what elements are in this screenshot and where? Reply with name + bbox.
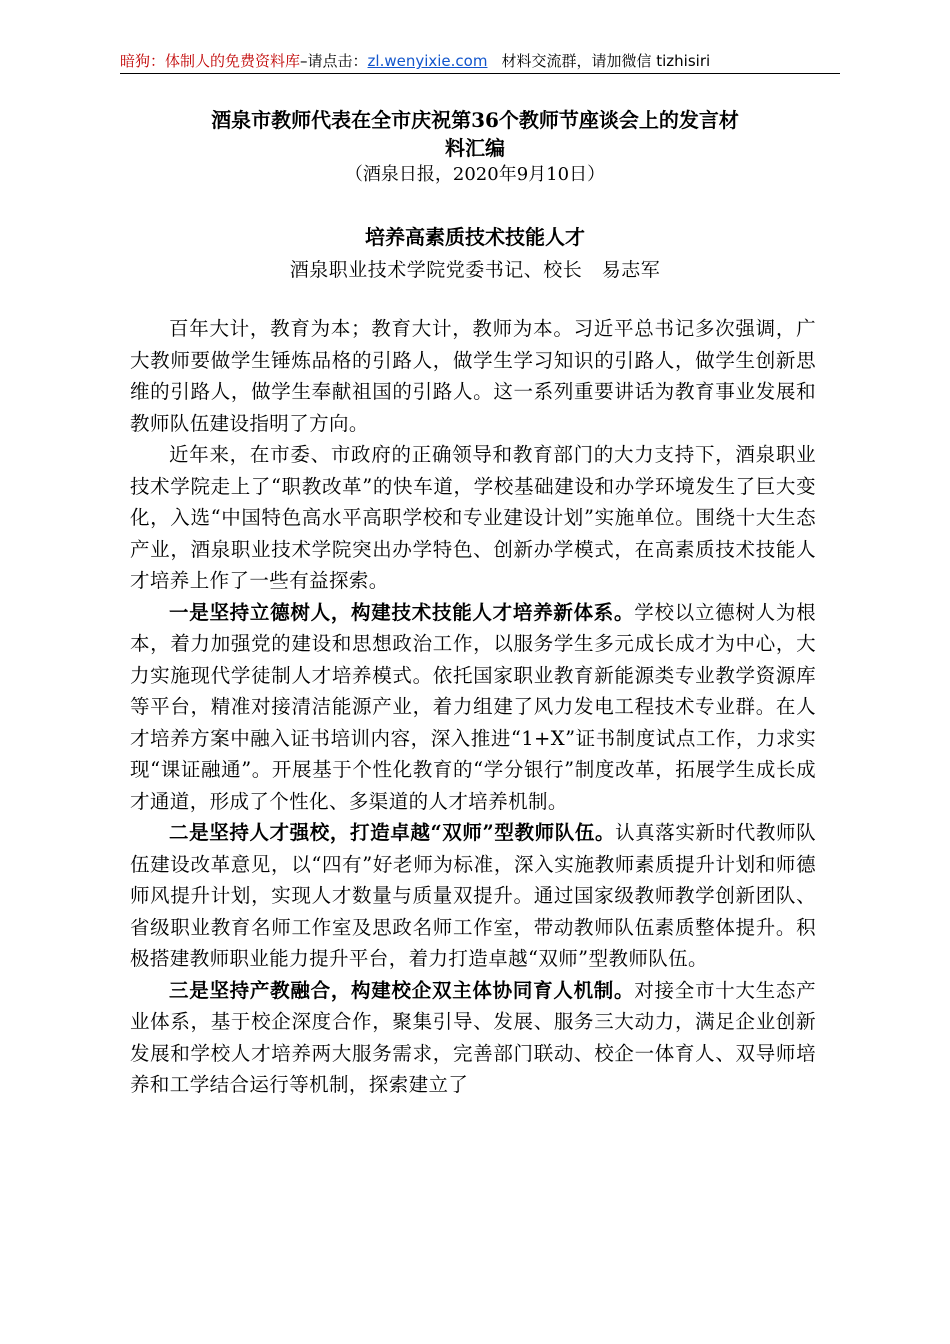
document-title	[130, 106, 820, 162]
document-title-line1: 酒泉市教师代表在全市庆祝第36个教师节座谈会上的发言材	[211, 108, 739, 132]
paragraph-5-text: 对接全市十大生态产 业体系，基于校企深度合作，聚集引导、发展、服务三大动力，满足企业创新发展和学校人才培养两大服务需求，完善部门联动、校企一体育人、双导师培养和工学结合运行等机制，探索建立了	[130, 978, 836, 1096]
paragraph-4	[130, 817, 816, 975]
document-source: （酒泉日报，2020年9月10日）	[344, 164, 606, 185]
paragraph-5-lead: 三是坚持产教融合，构建校企双主体协同育人机制。	[169, 978, 635, 1002]
header-note: 材料交流群，请加微信 tizhisiri	[501, 52, 711, 70]
paragraph-4-text: 认真落实新时代教师队伍建设改革意见，以“四有”好老师为标准，深入实施教师素质提升计划和师德师风提升计划，实现人才数量与质量双提升。通过国家级教师教学创新团队、省级职业教育名师工作室及思政名师工作室，带动教师队伍素质整体提升。积极搭建教师职业能力提升平台，着力打造卓越“双师”型教师队伍。	[130, 821, 816, 970]
header-brand: 暗狗：体制人的免费资料库	[120, 52, 301, 70]
header-divider	[120, 73, 840, 74]
article-body	[130, 313, 836, 1101]
header-prompt: –请点击：	[300, 52, 368, 70]
paragraph-4-lead: 二是坚持人才强校，打造卓越“双师”型教师队伍。	[169, 821, 616, 844]
section-title: 培养高素质技术技能人才	[365, 225, 585, 249]
paragraph-1: 百年大计，教育为本；教育大计，教师为本。习近平总书记多次强调，广大教师要做学生锤炼品格的引路人，做学生学习知识的引路人，做学生创新思维的引路人，做学生奉献祖国的引路人。这一系列重要讲话为教育事业发展和教师队伍建设指明了方向。	[130, 317, 816, 435]
paragraph-3-text: 学校以立德树人为根 本，着力加强党的建设和思想政治工作，以服务学生多元成长成才为中心，大力实施现代学徒制人才培养模式。依托国家职业教育新能源类专业教学资源库等平台，精准对接清洁能源产业，着力组建了风力发电工程技术专业群。在人才培养方案中融入证书培训内容，深入推进“1+X”证书制度试点工作，力求实现“课证融通”。开展基于个性化教育的“学分银行”制度改革，拓展学生成长成才通道，形成了个性化、多渠道的人才培养机制。	[130, 600, 836, 813]
paragraph-5	[130, 975, 836, 1101]
header-link[interactable]: zl.wenyixie.com	[367, 52, 488, 70]
paragraph-3-lead: 一是坚持立德树人，构建技术技能人才培养新体系。	[169, 600, 635, 624]
section-author: 酒泉职业技术学院党委书记、校长 易志军	[289, 259, 661, 281]
paragraph-3	[130, 597, 836, 818]
paragraph-2: 近年来，在市委、市政府的正确领导和教育部门的大力支持下，酒泉职业技术学院走上了“职教改革”的快车道，学校基础建设和办学环境发生了巨大变化，入选“中国特色高水平高职学校和专业建设计划”实施单位。围绕十大生态产业，酒泉职业技术学院突出办学特色、创新办学模式，在高素质技术技能人才培养上作了一些有益探索。	[130, 443, 816, 592]
document-title-line2: 料汇编	[445, 136, 505, 160]
